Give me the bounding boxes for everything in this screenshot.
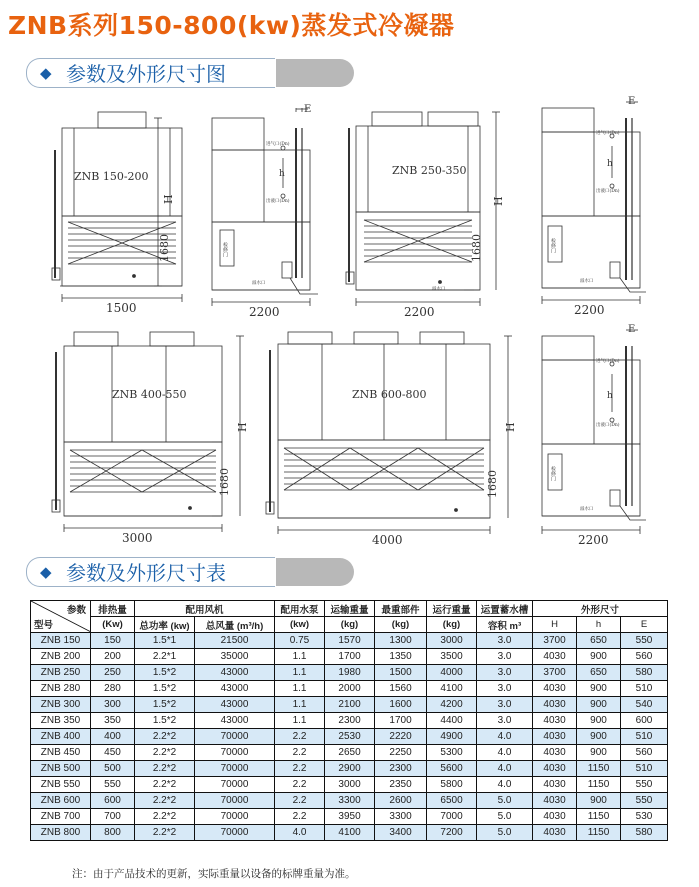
cell-heat: 300 xyxy=(91,697,135,713)
cell-H: 3700 xyxy=(533,633,577,649)
table-corner-cell xyxy=(31,601,91,633)
cell-pump: 2.2 xyxy=(275,745,325,761)
cell-fan-power: 2.2*2 xyxy=(135,825,195,841)
cell-run-weight: 4900 xyxy=(427,729,477,745)
cell-pump: 2.2 xyxy=(275,729,325,745)
cell-fan-power: 1.5*2 xyxy=(135,681,195,697)
cell-model: ZNB 350 xyxy=(31,713,91,729)
cell-model: ZNB 150 xyxy=(31,633,91,649)
header-run-weight: 运行重量 xyxy=(427,601,477,617)
header-ship-weight: 运输重量 xyxy=(325,601,375,617)
cell-h: 900 xyxy=(577,713,621,729)
cell-H: 4030 xyxy=(533,825,577,841)
drain-label: 溢水口 xyxy=(580,279,594,284)
cell-max-part: 1350 xyxy=(375,649,427,665)
cell-max-part: 1560 xyxy=(375,681,427,697)
cell-pump: 1.1 xyxy=(275,697,325,713)
cell-ship-weight: 2900 xyxy=(325,761,375,777)
cell-heat: 280 xyxy=(91,681,135,697)
dim-h-label: H xyxy=(236,422,249,432)
inlet-label: 进气口(Dn) xyxy=(596,131,620,136)
dim-width-label: 1500 xyxy=(106,301,137,315)
cell-E: 560 xyxy=(621,649,668,665)
diamond-icon: ◆ xyxy=(40,563,52,581)
table-row xyxy=(31,697,668,713)
cell-max-part: 1600 xyxy=(375,697,427,713)
table-row xyxy=(31,649,668,665)
cell-E: 550 xyxy=(621,633,668,649)
dim-width-label: 3000 xyxy=(122,531,153,545)
header-heat-unit: (Kw) xyxy=(91,617,135,633)
cell-E: 580 xyxy=(621,825,668,841)
cell-h: 900 xyxy=(577,649,621,665)
dim-e-label: E xyxy=(304,104,312,115)
cell-fan-power: 1.5*2 xyxy=(135,665,195,681)
footnote: 注：由于产品技术的更新，实际重量以设备的标牌重量为准。 xyxy=(72,868,356,880)
cell-fan-power: 2.2*2 xyxy=(135,793,195,809)
cell-fan-air: 43000 xyxy=(195,713,275,729)
dim-1680-label: 1680 xyxy=(158,234,171,262)
cell-heat: 200 xyxy=(91,649,135,665)
cell-E: 580 xyxy=(621,665,668,681)
cell-h: 650 xyxy=(577,633,621,649)
cell-run-weight: 7200 xyxy=(427,825,477,841)
cell-H: 4030 xyxy=(533,649,577,665)
cell-model: ZNB 800 xyxy=(31,825,91,841)
cell-E: 550 xyxy=(621,793,668,809)
cell-fan-air: 70000 xyxy=(195,745,275,761)
door-label: 检修门 xyxy=(550,466,556,481)
table-row xyxy=(31,681,668,697)
cell-tank: 4.0 xyxy=(477,729,533,745)
cell-fan-power: 2.2*2 xyxy=(135,729,195,745)
cell-H: 4030 xyxy=(533,697,577,713)
cell-fan-air: 70000 xyxy=(195,809,275,825)
cell-run-weight: 4000 xyxy=(427,665,477,681)
header-ship-unit: (kg) xyxy=(325,617,375,633)
cell-ship-weight: 2000 xyxy=(325,681,375,697)
cell-pump: 2.2 xyxy=(275,809,325,825)
cell-fan-power: 2.2*2 xyxy=(135,809,195,825)
cell-max-part: 3300 xyxy=(375,809,427,825)
cell-tank: 5.0 xyxy=(477,809,533,825)
header-tank-unit: 容积 m³ xyxy=(477,617,533,633)
cell-tank: 3.0 xyxy=(477,665,533,681)
cell-h: 1150 xyxy=(577,777,621,793)
dim-h-label: h xyxy=(279,169,285,179)
cell-tank: 3.0 xyxy=(477,697,533,713)
cell-ship-weight: 4100 xyxy=(325,825,375,841)
cell-fan-air: 43000 xyxy=(195,681,275,697)
table-row xyxy=(31,665,668,681)
section-header-table xyxy=(26,557,356,587)
cell-fan-power: 2.2*2 xyxy=(135,761,195,777)
cell-ship-weight: 1980 xyxy=(325,665,375,681)
cell-tank: 4.0 xyxy=(477,761,533,777)
dim-width-label: 2200 xyxy=(574,303,605,317)
header-H: H xyxy=(533,617,577,633)
drawing-model-label: ZNB 150-200 xyxy=(74,170,149,183)
cell-model: ZNB 550 xyxy=(31,777,91,793)
cell-pump: 1.1 xyxy=(275,649,325,665)
cell-h: 900 xyxy=(577,729,621,745)
cell-pump: 2.2 xyxy=(275,761,325,777)
drawing-front-250-350 xyxy=(346,112,505,319)
cell-pump: 2.2 xyxy=(275,793,325,809)
cell-pump: 4.0 xyxy=(275,825,325,841)
cell-fan-power: 1.5*2 xyxy=(135,713,195,729)
dim-e-label: E xyxy=(628,324,636,335)
dim-h-label: H xyxy=(492,196,505,206)
corner-top-label: 参数 xyxy=(66,605,86,616)
cell-max-part: 3400 xyxy=(375,825,427,841)
drawing-side-1 xyxy=(212,104,318,319)
spec-table-wrapper xyxy=(30,600,667,841)
cell-tank: 4.0 xyxy=(477,745,533,761)
cell-E: 560 xyxy=(621,745,668,761)
cell-heat: 500 xyxy=(91,761,135,777)
cell-fan-air: 70000 xyxy=(195,777,275,793)
cell-h: 650 xyxy=(577,665,621,681)
cell-h: 900 xyxy=(577,697,621,713)
dim-e-label: E xyxy=(628,96,636,107)
cell-ship-weight: 3000 xyxy=(325,777,375,793)
cell-model: ZNB 300 xyxy=(31,697,91,713)
cell-max-part: 2220 xyxy=(375,729,427,745)
dim-width-label: 4000 xyxy=(372,533,403,547)
cell-H: 4030 xyxy=(533,777,577,793)
table-row xyxy=(31,809,668,825)
cell-tank: 4.0 xyxy=(477,777,533,793)
cell-tank: 3.0 xyxy=(477,633,533,649)
cell-model: ZNB 500 xyxy=(31,761,91,777)
cell-run-weight: 4100 xyxy=(427,681,477,697)
cell-heat: 350 xyxy=(91,713,135,729)
cell-model: ZNB 450 xyxy=(31,745,91,761)
cell-max-part: 2250 xyxy=(375,745,427,761)
cell-fan-air: 70000 xyxy=(195,729,275,745)
cell-max-part: 1300 xyxy=(375,633,427,649)
cell-h: 900 xyxy=(577,745,621,761)
cell-run-weight: 4400 xyxy=(427,713,477,729)
header-h: h xyxy=(577,617,621,633)
door-label: 检修门 xyxy=(550,238,556,253)
cell-heat: 450 xyxy=(91,745,135,761)
cell-max-part: 1500 xyxy=(375,665,427,681)
inlet-label: 进气口(Dn) xyxy=(266,142,290,147)
cell-h: 900 xyxy=(577,793,621,809)
drawing-model-label: ZNB 400-550 xyxy=(112,388,187,401)
cell-H: 4030 xyxy=(533,745,577,761)
cell-heat: 600 xyxy=(91,793,135,809)
header-max-part: 最重部件 xyxy=(375,601,427,617)
cell-E: 510 xyxy=(621,681,668,697)
section-pill-tab xyxy=(276,558,354,586)
page-title: ZNB系列150-800(kw)蒸发式冷凝器 xyxy=(8,11,455,40)
diamond-icon: ◆ xyxy=(40,64,52,82)
cell-h: 1150 xyxy=(577,809,621,825)
dim-h-label: H xyxy=(162,194,175,204)
dim-1680-label: 1680 xyxy=(218,468,231,496)
cell-pump: 0.75 xyxy=(275,633,325,649)
cell-ship-weight: 1700 xyxy=(325,649,375,665)
cell-E: 540 xyxy=(621,697,668,713)
cell-pump: 1.1 xyxy=(275,713,325,729)
cell-run-weight: 3500 xyxy=(427,649,477,665)
cell-fan-air: 35000 xyxy=(195,649,275,665)
header-fan-air: 总风量 (m³/h) xyxy=(195,617,275,633)
cell-fan-air: 70000 xyxy=(195,793,275,809)
cell-h: 1150 xyxy=(577,761,621,777)
cell-run-weight: 5300 xyxy=(427,745,477,761)
table-row xyxy=(31,633,668,649)
cell-heat: 150 xyxy=(91,633,135,649)
cell-fan-power: 1.5*1 xyxy=(135,633,195,649)
cell-heat: 550 xyxy=(91,777,135,793)
header-tank: 运置蓄水槽 xyxy=(477,601,533,617)
header-max-unit: (kg) xyxy=(375,617,427,633)
outlet-label: 出液口(Dn) xyxy=(266,199,290,204)
cell-H: 4030 xyxy=(533,713,577,729)
cell-run-weight: 5600 xyxy=(427,761,477,777)
cell-tank: 5.0 xyxy=(477,825,533,841)
cell-H: 4030 xyxy=(533,793,577,809)
drawing-front-150-200 xyxy=(52,112,182,315)
corner-bottom-label: 型号 xyxy=(34,620,54,631)
section-heading: 参数及外形尺寸表 xyxy=(66,561,226,585)
header-pump-unit: (kw) xyxy=(275,617,325,633)
header-pump: 配用水泵 xyxy=(275,601,325,617)
cell-ship-weight: 2100 xyxy=(325,697,375,713)
drawing-front-400-550 xyxy=(52,332,249,545)
cell-H: 4030 xyxy=(533,729,577,745)
cell-max-part: 2300 xyxy=(375,761,427,777)
cell-E: 510 xyxy=(621,761,668,777)
cell-ship-weight: 3300 xyxy=(325,793,375,809)
cell-pump: 1.1 xyxy=(275,681,325,697)
cell-H: 4030 xyxy=(533,809,577,825)
cell-H: 4030 xyxy=(533,761,577,777)
table-row xyxy=(31,793,668,809)
dim-h-label: h xyxy=(607,391,613,401)
cell-fan-power: 2.2*2 xyxy=(135,777,195,793)
cell-run-weight: 5800 xyxy=(427,777,477,793)
cell-fan-air: 43000 xyxy=(195,665,275,681)
cell-fan-air: 70000 xyxy=(195,825,275,841)
cell-E: 530 xyxy=(621,809,668,825)
outlet-label: 出液口(Dn) xyxy=(596,423,620,428)
cell-ship-weight: 2300 xyxy=(325,713,375,729)
cell-max-part: 2350 xyxy=(375,777,427,793)
cell-max-part: 1700 xyxy=(375,713,427,729)
cell-fan-air: 21500 xyxy=(195,633,275,649)
header-dims: 外形尺寸 xyxy=(533,601,668,617)
spec-table xyxy=(30,600,668,841)
table-row xyxy=(31,825,668,841)
cell-ship-weight: 1570 xyxy=(325,633,375,649)
table-row xyxy=(31,777,668,793)
cell-model: ZNB 400 xyxy=(31,729,91,745)
header-fan: 配用风机 xyxy=(135,601,275,617)
cell-fan-air: 43000 xyxy=(195,697,275,713)
cell-pump: 2.2 xyxy=(275,777,325,793)
cell-max-part: 2600 xyxy=(375,793,427,809)
drawing-model-label: ZNB 250-350 xyxy=(392,164,467,177)
cell-fan-power: 1.5*2 xyxy=(135,697,195,713)
section-heading: 参数及外形尺寸图 xyxy=(66,62,226,86)
dim-1680-label: 1680 xyxy=(486,470,499,498)
spec-table-body xyxy=(31,633,668,841)
cell-tank: 3.0 xyxy=(477,713,533,729)
cell-E: 550 xyxy=(621,777,668,793)
header-heat: 排热量 xyxy=(91,601,135,617)
dim-width-label: 2200 xyxy=(249,305,280,319)
header-E: E xyxy=(621,617,668,633)
cell-tank: 3.0 xyxy=(477,649,533,665)
dim-width-label: 2200 xyxy=(404,305,435,319)
cell-run-weight: 3000 xyxy=(427,633,477,649)
cell-heat: 700 xyxy=(91,809,135,825)
cell-fan-air: 70000 xyxy=(195,761,275,777)
cell-h: 1150 xyxy=(577,825,621,841)
table-row xyxy=(31,745,668,761)
cell-E: 600 xyxy=(621,713,668,729)
drawing-front-600-800 xyxy=(266,332,517,547)
cell-run-weight: 4200 xyxy=(427,697,477,713)
dim-h-label: h xyxy=(607,159,613,169)
cell-model: ZNB 600 xyxy=(31,793,91,809)
cell-ship-weight: 2650 xyxy=(325,745,375,761)
cell-heat: 800 xyxy=(91,825,135,841)
cell-model: ZNB 250 xyxy=(31,665,91,681)
table-row xyxy=(31,761,668,777)
cell-fan-power: 2.2*2 xyxy=(135,745,195,761)
drawing-side-3 xyxy=(542,324,646,547)
drawing-side-2 xyxy=(542,96,646,317)
drain-label: 溢水口 xyxy=(580,507,594,512)
drain-label: 溢水口 xyxy=(252,281,266,286)
cell-H: 4030 xyxy=(533,681,577,697)
cell-heat: 250 xyxy=(91,665,135,681)
dim-1680-label: 1680 xyxy=(470,234,483,262)
cell-run-weight: 7000 xyxy=(427,809,477,825)
outlet-label: 出液口(Dn) xyxy=(596,189,620,194)
header-run-unit: (kg) xyxy=(427,617,477,633)
cell-tank: 3.0 xyxy=(477,681,533,697)
cell-ship-weight: 2530 xyxy=(325,729,375,745)
inlet-label: 进气口(Dn) xyxy=(596,359,620,364)
drawing-model-label: ZNB 600-800 xyxy=(352,388,427,401)
cell-h: 900 xyxy=(577,681,621,697)
header-fan-power: 总功率 (kw) xyxy=(135,617,195,633)
cell-model: ZNB 700 xyxy=(31,809,91,825)
drain-label: 溢水口 xyxy=(432,287,446,292)
cell-E: 510 xyxy=(621,729,668,745)
cell-run-weight: 6500 xyxy=(427,793,477,809)
table-row xyxy=(31,729,668,745)
cell-pump: 1.1 xyxy=(275,665,325,681)
cell-model: ZNB 200 xyxy=(31,649,91,665)
dim-h-label: H xyxy=(504,422,517,432)
cell-fan-power: 2.2*1 xyxy=(135,649,195,665)
cell-model: ZNB 280 xyxy=(31,681,91,697)
table-row xyxy=(31,713,668,729)
cell-tank: 5.0 xyxy=(477,793,533,809)
cell-H: 3700 xyxy=(533,665,577,681)
cell-ship-weight: 3950 xyxy=(325,809,375,825)
door-label: 检修门 xyxy=(222,242,228,257)
dim-width-label: 2200 xyxy=(578,533,609,547)
cell-heat: 400 xyxy=(91,729,135,745)
